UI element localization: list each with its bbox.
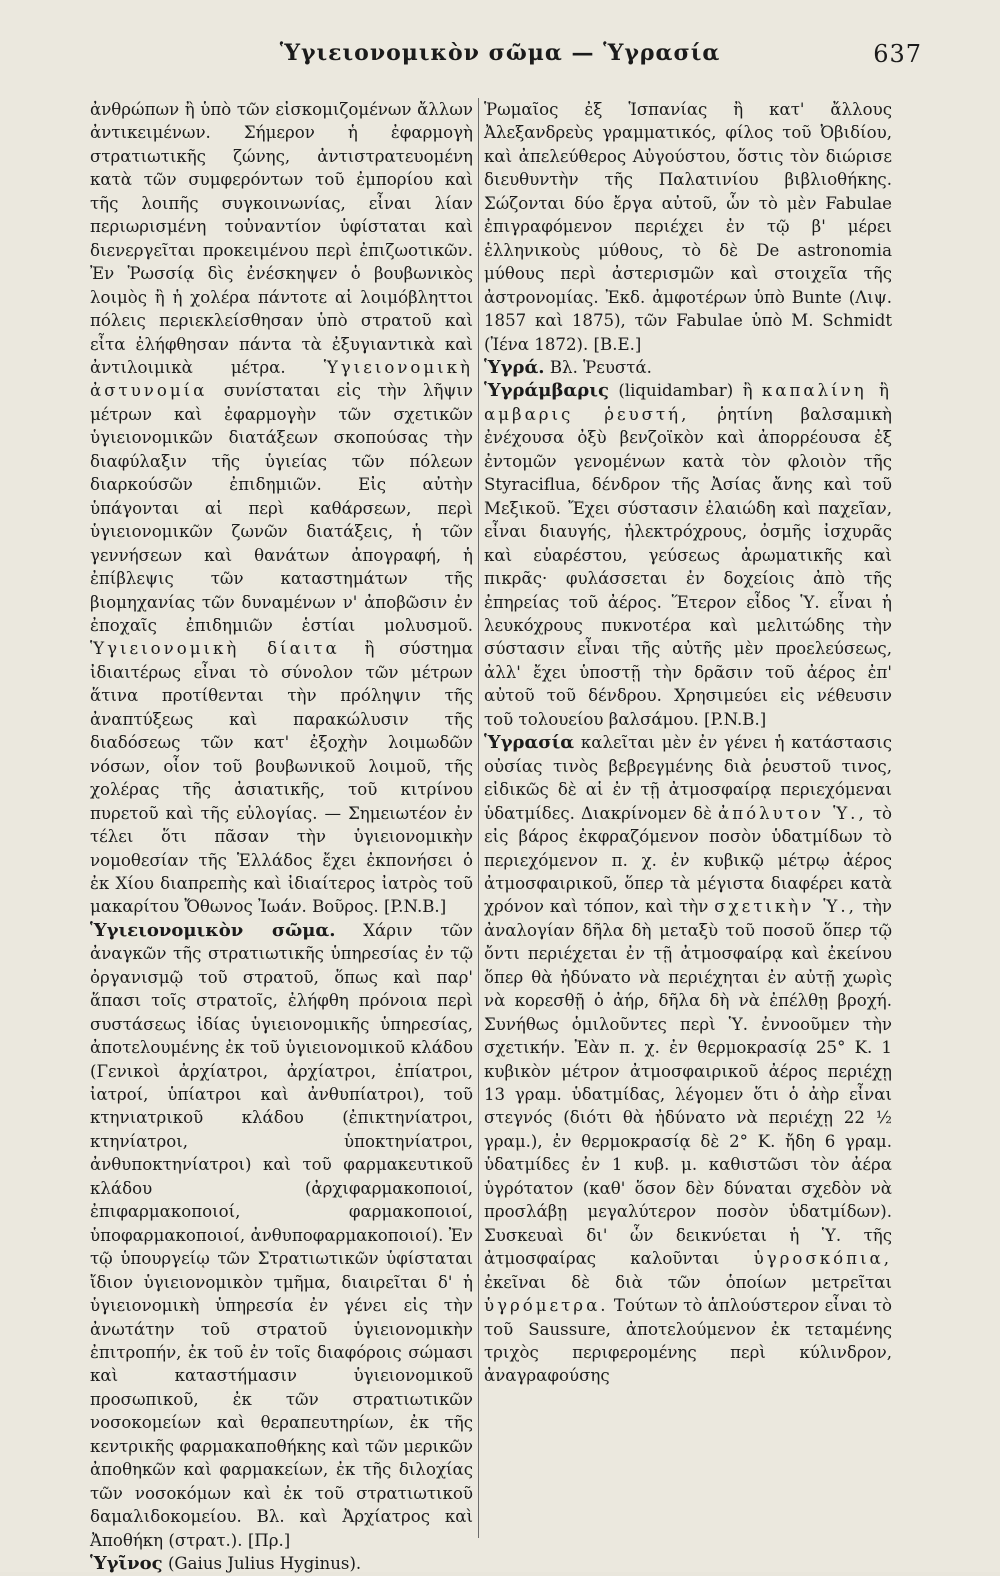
spaced-term: ὑγροσκόπια, xyxy=(753,1249,892,1269)
entry-text: ῥητίνη βαλσαμικὴ ἐνέχουσα ὀξὺ βενζοϊκὸν καὶ ἀπορρέουσα ἐξ ἐντομῶν γενομένων κατὰ τὸν φλοιὸν τῆς Styraciflua, δένδρον τῆς Ἀσίας ἄνης καὶ τοῦ Μεξικοῦ. Ἔχει σύστασιν ἐλαιώδη καὶ παχεῖαν, εἶναι διαυγής, ἠλεκτρόχρους, ὀσμῆς ἰσχυρᾶς καὶ εὐαρέστου, γεύσεως ἀρωματικῆς καὶ πικρᾶς· φυλάσσεται ἐν δοχείοις ἀπὸ τῆς ἐπηρείας τοῦ ἀέρος. Ἕτερον εἶδος Ὑ. εἶναι ἡ λευκόχρους πυκνοτέρα καὶ μελιτώδης τὴν σύστασιν εἶναι τῆς αὐτῆς μὲν προελεύσεως, ἀλλ' ἔχει ὑποστῇ τὴν δρᾶσιν τοῦ ἀέρος ἐπ' αὐτοῦ τοῦ δένδρου. Χρησιμεύει εἰς νέθευσιν τοῦ τολουείου βαλσάμου. [P.N.B.] xyxy=(484,404,892,729)
left-column xyxy=(90,98,473,1576)
entry-headword: Ὑγιειονομικὸν σῶμα. xyxy=(90,919,336,941)
entry-text: ἐκεῖναι δὲ διὰ τῶν ὁποίων μετρεῖται xyxy=(484,1272,892,1292)
entry-headword: Ὑγρασία xyxy=(484,732,575,754)
entry-headword: Ὑγράμβαρις xyxy=(484,380,609,402)
column-divider xyxy=(478,98,479,1538)
entry xyxy=(484,356,892,379)
entry-headword: Ὑγρά. xyxy=(484,356,545,378)
entry-text: Τούτων τὸ ἁπλούστερον εἶναι τὸ τοῦ Saussure, ἀποτελούμενον ἐκ τεταμένης τριχὸς περιφερομένης περὶ κύλινδρον, ἀναγραφούσης xyxy=(484,1296,892,1386)
paragraph-text: συνίσταται εἰς τὴν λῆψιν μέτρων καὶ ἐφαρμογὴν τῶν σχετικῶν ὑγιειονομικῶν διατάξεων σκοπούσας τὴν διαφύλαξιν τῆς ὑγιείας τῶν πόλεων διαρκούσῶν ἐπιδημιῶν. Εἰς αὐτὴν ὑπάγονται αἱ περὶ καθάρσεων, περὶ ὑγιειονομικῶν ζωνῶν διατάξεις, ἡ τῶν γεννήσεων καὶ θανάτων ἀπογραφή, ἡ ἐπίβλεψις τῶν καταστημάτων τῆς βιομηχανίας τῶν δυναμένων ν' ἀποβῶσιν ἐν ἐποχαῖς ἐπιδημιῶν ἑστίαι μολυσμοῦ. xyxy=(90,381,474,635)
entry-text: καλεῖται μὲν ἐν γένει ἡ κατάστασις οὐσίας τινὸς βεβρεγμένης διὰ ῥευστοῦ τινος, εἰδικῶς δὲ αἱ ἐν τῇ ἀτμοσφαίρᾳ περιεχόμεναι ὑδατμίδες. Διακρίνομεν δὲ xyxy=(484,733,892,823)
right-column xyxy=(484,98,892,1388)
entry-headword: Ὑγῖνος xyxy=(90,1553,163,1575)
paragraph xyxy=(90,98,473,919)
spaced-term: Ὑγιειονομικὴ ἀστυνομία xyxy=(90,357,473,401)
entry xyxy=(484,731,892,1388)
spaced-term: ἀπόλυτον Ὑ., xyxy=(718,803,867,823)
spaced-term: ὑγρόμετρα. xyxy=(484,1296,609,1316)
paragraph-text: Ῥωμαῖος ἐξ Ἱσπανίας ἢ κατ' ἄλλους Ἀλεξανδρεὺς γραμματικός, φίλος τοῦ Ὀβιδίου, καὶ ἀπελεύθερος Αὐγούστου, ὅστις τὸν διώρισε διευθυντὴν τῆς Παλατινίου βιβλιοθήκης. Σώζονται δύο ἔργα αὐτοῦ, ὧν τὸ μὲν Fabulae ἐπιγραφόμενον περιέχει ἐν τῷ β' μέρει ἑλληνικοὺς μύθους, τὸ δὲ De astronomia μύθους περὶ ἀστερισμῶν καὶ στοιχεῖα τῆς ἀστρονομίας. Ἐκδ. ἀμφοτέρων ὑπὸ Bunte (Λιψ. 1857 καὶ 1875), τῶν Fabulae ὑπὸ M. Schmidt (Ἰένα 1872). [B.E.] xyxy=(484,100,892,354)
page-header xyxy=(0,40,1000,80)
entry xyxy=(90,1552,473,1575)
spaced-term: Ὑγιειονομικὴ δίαιτα xyxy=(90,639,340,659)
entry-text: Χάριν τῶν ἀναγκῶν τῆς στρατιωτικῆς ὑπηρεσίας ἐν τῷ ὀργανισμῷ τοῦ στρατοῦ, ὅπως καὶ παρ' ἅπασι τοῖς στρατοῖς, ἐλήφθη πρόνοια περὶ συστάσεως ἰδίας ὑγιειονομικῆς ὑπηρεσίας, ἀποτελουμένης ἐκ τοῦ ὑγιειονομικοῦ κλάδου (Γενικοὶ ἀρχίατροι, ἀρχίατροι, ἐπίατροι, ἰατροί, ὑπίατροι καὶ ἀνθυπίατροι), τοῦ κτηνιατρικοῦ κλάδου (ἐπικτηνίατροι, κτηνίατροι, ὑποκτηνίατροι, ἀνθυποκτηνίατροι) καὶ τοῦ φαρμακευτικοῦ κλάδου (ἀρχιφαρμακοποιοί, ἐπιφαρμακοποιοί, φαρμακοποιοί, ὑποφαρμακοποιοί, ἀνθυποφαρμακοποιοί). Ἐν τῷ ὑπουργείῳ τῶν Στρατιωτικῶν ὑφίσταται ἴδιον ὑγιειονομικὸν τμῆμα, διαιρεῖται δ' ἡ ὑγιειονομικὴ ὑπηρεσία ἐν γένει εἰς τὴν ἀνωτάτην τοῦ στρατοῦ ὑγιειονομικὴν ἐπιτροπήν, ἐκ τοῦ ἐν τοῖς διαφόροις σώμασι καὶ καταστήμασιν ὑγιειονομικοῦ προσωπικοῦ, ἐκ τῶν στρατιωτικῶν νοσοκομείων καὶ θεραπευτηρίων, ἐκ τῆς κεντρικῆς φαρμακαποθήκης καὶ τῶν μερικῶν ἀποθηκῶν καὶ φαρμακείων, ἐκ τῆς διλοχίας τῶν νοσοκόμων καὶ ἐκ τοῦ στρατιωτικοῦ δαμαλιδοκομείου. Βλ. καὶ Ἀρχίατρος καὶ Ἀποθήκη (στρατ.). [Πρ.] xyxy=(90,920,473,1550)
entry-text: τὸ εἰς βάρος ἐκφραζόμενον ποσὸν ὑδατμίδων τὸ περιεχόμενον π. χ. ἐν κυβικῷ μέτρῳ ἀέρος ἀτμοσφαιρικοῦ, ὅπερ τὰ μέγιστα διαφέρει κατὰ χρόνον καὶ τόπον, καὶ τὴν xyxy=(484,803,893,917)
paragraph-text: ἢ σύστημα ἰδιαιτέρως εἶναι τὸ σύνολον τῶν μέτρων ἅτινα προτίθενται τὴν πρόληψιν τῆς ἀναπτύξεως καὶ παρακώλυσιν τῆς διαδόσεως τῶν κατ' ἐξοχὴν λοιμωδῶν νόσων, οἷον τοῦ βουβωνικοῦ λοιμοῦ, τῆς χολέρας τῆς ἀσιατικῆς, τοῦ κιτρίνου πυρετοῦ καὶ τῆς εὐλογίας. — Σημειωτέον ἐν τέλει ὅτι πᾶσαν τὴν ὑγιειονομικὴν νομοθεσίαν τῆς Ἑλλάδος ἔχει ἐκπονήσει ὁ ἐκ Χίου διαπρεπὴς καὶ ἰδιαίτερος ἰατρὸς τοῦ μακαρίτου Ὄθωνος Ἰωάν. Βοῦρος. [P.N.B.] xyxy=(90,639,473,917)
page-number: 637 xyxy=(873,40,922,68)
entry-text: (Gaius Julius Hyginus). xyxy=(167,1554,362,1574)
running-head: Ὑγιειονομικὸν σῶμα — Ὑγρασία xyxy=(279,40,721,66)
entry-text: Βλ. Ῥευστά. xyxy=(549,357,652,377)
entry-text: (liquidambar) ἢ xyxy=(618,381,753,401)
entry xyxy=(90,919,473,1552)
spaced-term: καπαλίνη ἢ αμβαρις ῥευστή, xyxy=(484,381,892,424)
entry xyxy=(484,379,892,731)
entry-text: τὴν ἀναλογίαν δῆλα δὴ μεταξὺ τοῦ ποσοῦ ὅπερ τῷ ὄντι περιέχεται ἐν τῇ ἀτμοσφαίρᾳ καὶ ἐκείνου ὅπερ θὰ ἠδύνατο νὰ περιέχηται ἐν αὐτῇ χωρὶς νὰ κορεσθῇ ὁ ἀήρ, δῆλα δὴ νὰ ἐπέλθῃ βροχή. Συνήθως ὁμιλοῦντες περὶ Ὑ. ἐννοοῦμεν τὴν σχετικήν. Ἐὰν π. χ. ἐν θερμοκρασίᾳ 25° K. 1 κυβικὸν μέτρον ἀτμοσφαιρικοῦ ἀέρος περιέχῃ 13 γραμ. ὑδατμίδας, λέγομεν ὅτι ὁ ἀὴρ εἶναι στεγνός (διότι θὰ ἠδύνατο νὰ περιέχῃ 22 ½ γραμ.), ἐν θερμοκρασίᾳ δὲ 2° K. ἤδη 6 γραμ. ὑδατμίδες ἐν 1 κυβ. μ. καθιστῶσι τὸν ἀέρα ὑγρότατον (καθ' ὅσον δὲν δύναται σχεδὸν νὰ προσλάβῃ μεγαλύτερον ποσὸν ὑδατμίδων). Συσκευαὶ δι' ὧν δεικνύεται ἡ Ὑ. τῆς ἀτμοσφαίρας καλοῦνται xyxy=(484,897,892,1269)
paragraph-text: ἀνθρώπων ἢ ὑπὸ τῶν εἰσκομιζομένων ἄλλων ἀντικειμένων. Σήμερον ἡ ἐφαρμογὴ στρατιωτικῆς ζώνης, ἀντιστρατευομένη κατὰ τῶν συμφερόντων τοῦ ἐμπορίου καὶ τῆς λοιπῆς συγκοινωνίας, εἶναι λίαν περιωρισμένη τοὐναντίον ὑφίσταται καὶ διενεργεῖται προκειμένου περὶ ἐπιζωοτικῶν. Ἐν Ῥωσσίᾳ δὶς ἐνέσκηψεν ὁ βουβωνικὸς λοιμὸς ἢ ἡ χολέρα πάντοτε αἱ λοιμόβληττοι πόλεις περιεκλείσθησαν ὑπὸ στρατοῦ καὶ εἶτα ἐλήφθησαν πάντα τὰ ἐξυγιαντικὰ καὶ ἀντιλοιμικὰ μέτρα. xyxy=(90,100,473,377)
paragraph xyxy=(484,98,892,356)
spaced-term: σχετικὴν Ὑ., xyxy=(714,897,857,917)
